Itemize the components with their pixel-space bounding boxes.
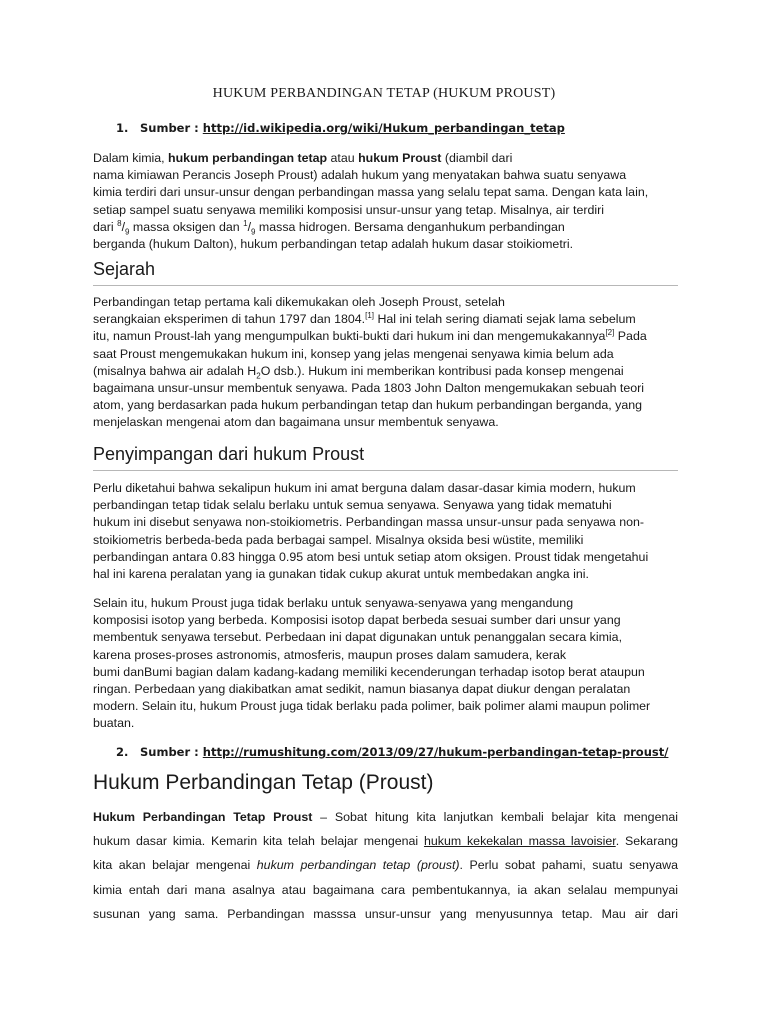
intro-line: kimia terdiri dari unsur-unsur dengan perbandingan massa yang selalu tepat sama. Dengan kata lain, — [93, 185, 649, 200]
fraction-numerator: 1 — [243, 218, 248, 228]
section-2-term-italic: hukum perbandingan tetap (proust) — [256, 858, 460, 873]
penyimpangan-line: komposisi isotop yang berbeda. Komposisi isotop dapat berbeda sesuai sumber dari unsur yang — [93, 613, 621, 628]
chemical-subscript: 2 — [256, 371, 261, 381]
source-2-link[interactable]: http://rumushitung.com/2013/09/27/hukum-perbandingan-tetap-proust/ — [202, 745, 669, 759]
sejarah-text: Pada — [614, 329, 647, 344]
source-1-link[interactable]: http://id.wikipedia.org/wiki/Hukum_perbandingan_tetap — [202, 121, 565, 135]
section-2-text: . Sekarang — [615, 834, 678, 849]
sejarah-text: serangkaian eksperimen di tahun 1797 dan 1804. — [93, 312, 366, 327]
penyimpangan-line: buatan. — [93, 716, 135, 731]
penyimpangan-line: modern. Selain itu, hukum Proust juga tidak berlaku pada polimer, baik polimer alami maupun polimer — [93, 699, 651, 714]
citation-link[interactable]: [1] — [365, 311, 375, 321]
section-2-line: susunan yang sama. Perbandingan masssa unsur-unsur yang menyusunnya tetap. Mau air dari — [93, 906, 678, 921]
penyimpangan-paragraph-2 — [93, 595, 683, 733]
fraction-denominator: 9 — [251, 227, 256, 237]
source-2-number: 2. — [116, 745, 129, 759]
intro-text: massa hidrogen. Bersama denganhukum perbandingan — [255, 219, 565, 234]
penyimpangan-line: Perlu diketahui bahwa sekalipun hukum ini amat berguna dalam dasar-dasar kimia modern, hukum — [93, 481, 636, 495]
heading-section-2: Hukum Perbandingan Tetap (Proust) — [93, 771, 434, 794]
section-2-paragraph — [93, 805, 678, 926]
section-2-text: . Perlu sobat pahami, suatu senyawa — [459, 858, 678, 873]
intro-paragraph — [93, 150, 683, 253]
penyimpangan-line: membentuk senyawa tersebut. Perbedaan ini dapat digunakan untuk penanggalan secara kimia, — [93, 630, 623, 645]
penyimpangan-line: hal ini karena peralatan yang ia gunakan tidak cukup akurat untuk membedakan angka ini. — [93, 567, 589, 582]
intro-text: Dalam kimia, — [93, 151, 169, 165]
section-2-text: – Sobat hitung kita lanjutkan kembali belajar kita mengenai — [312, 810, 678, 824]
fraction-denominator: 9 — [125, 227, 130, 237]
sejarah-line: Perbandingan tetap pertama kali dikemukakan oleh Joseph Proust, setelah — [93, 295, 505, 309]
intro-text: atau — [327, 151, 359, 165]
penyimpangan-line: perbandingan antara 0.83 hingga 0.95 atom besi untuk setiap atom oksigen. Proust tidak mengetahui — [93, 549, 649, 564]
fraction-slash: / — [121, 219, 126, 234]
penyimpangan-line: karena proses-proses astronomis, atmosferis, maupun proses dalam samudera, kerak — [93, 647, 567, 662]
sejarah-text: (misalnya bahwa air adalah H — [93, 363, 257, 378]
fraction-numerator: 8 — [117, 218, 122, 228]
penyimpangan-line: hukum ini disebut senyawa non-stoikiometris. Perbandingan massa unsur-unsur pada senyawa non- — [93, 515, 645, 530]
sejarah-paragraph — [93, 294, 683, 432]
intro-term-bold: hukum Proust — [358, 151, 442, 165]
penyimpangan-line: Selain itu, hukum Proust juga tidak berlaku untuk senyawa-senyawa yang mengandung — [93, 596, 574, 610]
penyimpangan-line: ringan. Perbedaan yang diakibatkan amat sedikit, namun biasanya dapat diukur dengan peralatan — [93, 682, 631, 697]
heading-penyimpangan: Penyimpangan dari hukum Proust — [93, 444, 678, 471]
source-1 — [116, 121, 565, 135]
sejarah-line: atom, yang berdasarkan pada hukum perbandingan tetap dan hukum perbandingan berganda, yang — [93, 398, 643, 413]
section-2-text: hukum dasar kimia. Kemarin kita telah belajar mengenai — [93, 834, 424, 849]
section-2-line: kimia entah dari mana asalnya atau bagaimana cara pembentukannya, ia akan selalau mempunyai — [93, 882, 678, 897]
lavoisier-link[interactable]: hukum kekekalan massa lavoisier — [423, 834, 616, 849]
heading-sejarah: Sejarah — [93, 259, 678, 286]
intro-line: berganda (hukum Dalton), hukum perbandingan tetap adalah hukum dasar stoikiometri. — [93, 237, 574, 252]
penyimpangan-line: stoikiometris berbeda-beda pada berbagai sampel. Misalnya oksida besi wüstite, memiliki — [93, 532, 584, 547]
intro-line: setiap sampel suatu senyawa memiliki komposisi unsur-unsur yang tetap. Misalnya, air terdiri — [93, 202, 604, 217]
sejarah-line: menjelaskan mengenai atom dan bagaimana unsur membentuk senyawa. — [93, 415, 499, 430]
source-1-number: 1. — [116, 121, 129, 135]
penyimpangan-paragraph-1 — [93, 480, 683, 583]
intro-text: dari — [93, 219, 118, 234]
citation-link[interactable]: [2] — [605, 328, 615, 338]
intro-line: nama kimiawan Perancis Joseph Proust) adalah hukum yang menyatakan bahwa suatu senyawa — [93, 168, 627, 183]
fraction-slash: / — [247, 219, 252, 234]
section-2-text: kita akan belajar mengenai — [93, 858, 257, 873]
sejarah-line: bagaimana unsur-unsur membentuk senyawa. Pada 1803 John Dalton mengemukakan sebuah teori — [93, 381, 645, 396]
sejarah-line: saat Proust mengemukakan hukum ini, konsep yang jelas mengenai senyawa kimia belum ada — [93, 346, 614, 361]
intro-term-bold: hukum perbandingan tetap — [168, 151, 328, 165]
section-2-term-bold: Hukum Perbandingan Tetap Proust — [93, 810, 313, 824]
source-2 — [116, 745, 668, 759]
intro-text: (diambil dari — [441, 151, 513, 165]
sejarah-text: O dsb.). Hukum ini memberikan kontribusi pada konsep mengenai — [260, 363, 624, 378]
penyimpangan-line: perbandingan tetap tidak selalu berlaku untuk semua senyawa. Senyawa yang tidak mematuhi — [93, 498, 612, 513]
source-1-label: Sumber : — [140, 121, 203, 135]
source-2-label: Sumber : — [140, 745, 203, 759]
penyimpangan-line: bumi danBumi bagian dalam kadang-kadang memiliki kecenderungan terhadap isotop berat ataupun — [93, 664, 645, 679]
intro-text: massa oksigen dan — [129, 219, 244, 234]
document-title: HUKUM PERBANDINGAN TETAP (HUKUM PROUST) — [212, 86, 556, 101]
sejarah-text: Hal ini telah sering diamati sejak lama sebelum — [374, 312, 636, 327]
sejarah-text: itu, namun Proust-lah yang mengumpulkan bukti-bukti dari hukum ini dan mengemukakannya — [93, 329, 606, 344]
